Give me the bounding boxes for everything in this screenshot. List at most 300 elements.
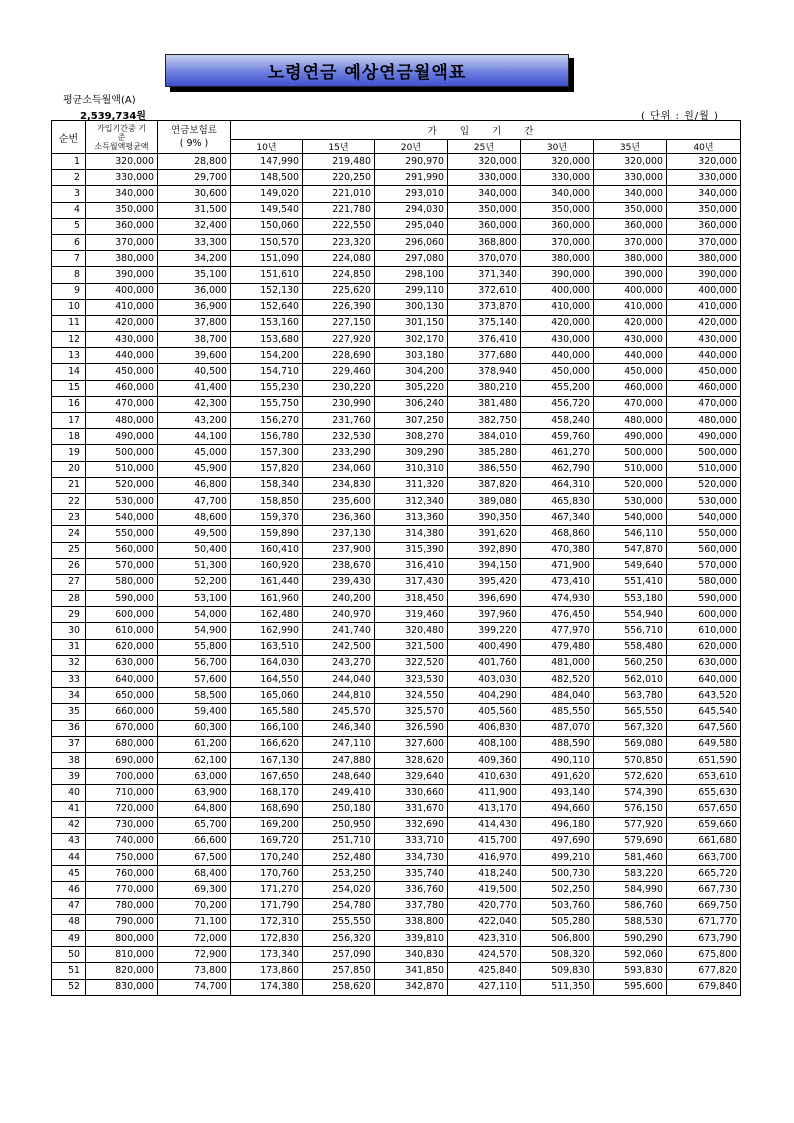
table-cell: 238,670: [303, 558, 375, 574]
table-cell: 400,490: [448, 639, 521, 655]
table-cell: 487,070: [521, 720, 594, 736]
table-cell: 420,770: [448, 898, 521, 914]
table-cell: 360,000: [86, 218, 158, 234]
table-cell: 147,990: [231, 154, 303, 170]
table-cell: 57,600: [158, 672, 231, 688]
table-cell: 168,690: [231, 801, 303, 817]
table-cell: 47: [52, 898, 86, 914]
table-cell: 46: [52, 882, 86, 898]
table-cell: 500,000: [667, 445, 741, 461]
table-cell: 339,810: [375, 931, 448, 947]
table-cell: 152,130: [231, 283, 303, 299]
table-row: [52, 947, 741, 963]
table-cell: 600,000: [86, 607, 158, 623]
table-cell: 456,720: [521, 396, 594, 412]
table-cell: 150,060: [231, 218, 303, 234]
table-row: [52, 493, 741, 509]
table-row: [52, 154, 741, 170]
table-cell: 780,000: [86, 898, 158, 914]
table-cell: 380,210: [448, 380, 521, 396]
table-cell: 159,890: [231, 526, 303, 542]
table-cell: 588,530: [594, 914, 667, 930]
table-row: [52, 558, 741, 574]
table-cell: 380,000: [667, 251, 741, 267]
table-cell: 406,830: [448, 720, 521, 736]
table-cell: 51,300: [158, 558, 231, 574]
table-cell: 52: [52, 979, 86, 995]
table-cell: 399,220: [448, 623, 521, 639]
table-cell: 314,380: [375, 526, 448, 542]
table-cell: 554,940: [594, 607, 667, 623]
table-cell: 570,000: [86, 558, 158, 574]
table-cell: 46,800: [158, 477, 231, 493]
table-cell: 167,650: [231, 769, 303, 785]
table-row: [52, 931, 741, 947]
table-cell: 171,270: [231, 882, 303, 898]
table-cell: 370,000: [86, 234, 158, 250]
table-cell: 496,180: [521, 817, 594, 833]
table-cell: 520,000: [667, 477, 741, 493]
table-cell: 500,730: [521, 866, 594, 882]
table-cell: 151,610: [231, 267, 303, 283]
table-cell: 620,000: [86, 639, 158, 655]
table-cell: 414,430: [448, 817, 521, 833]
table-cell: 148,500: [231, 170, 303, 186]
table-cell: 221,780: [303, 202, 375, 218]
table-cell: 291,990: [375, 170, 448, 186]
header-period: 가 입 기 간: [231, 121, 741, 140]
table-cell: 415,700: [448, 833, 521, 849]
table-cell: 350,000: [521, 202, 594, 218]
table-cell: 450,000: [86, 364, 158, 380]
table-cell: 230,990: [303, 396, 375, 412]
table-cell: 232,530: [303, 429, 375, 445]
table-cell: 330,660: [375, 785, 448, 801]
table-cell: 577,920: [594, 817, 667, 833]
table-cell: 560,250: [594, 655, 667, 671]
table-cell: 530,000: [86, 493, 158, 509]
table-cell: 600,000: [667, 607, 741, 623]
header-year: 15년: [303, 140, 375, 154]
table-cell: 72,000: [158, 931, 231, 947]
table-cell: 172,830: [231, 931, 303, 947]
table-cell: 321,500: [375, 639, 448, 655]
table-cell: 320,000: [86, 154, 158, 170]
table-cell: 570,000: [667, 558, 741, 574]
table-cell: 499,210: [521, 850, 594, 866]
table-cell: 740,000: [86, 833, 158, 849]
table-cell: 39,600: [158, 348, 231, 364]
table-cell: 251,710: [303, 833, 375, 849]
table-cell: 493,140: [521, 785, 594, 801]
header-avg-line2: 준: [117, 132, 126, 142]
table-cell: 484,040: [521, 688, 594, 704]
table-row: [52, 979, 741, 995]
table-cell: 480,000: [594, 413, 667, 429]
avg-income-value: 2,539,734원: [80, 111, 146, 122]
table-cell: 560,000: [86, 542, 158, 558]
table-cell: 322,520: [375, 655, 448, 671]
table-cell: 467,340: [521, 510, 594, 526]
table-cell: 324,550: [375, 688, 448, 704]
table-cell: 3: [52, 186, 86, 202]
table-cell: 326,590: [375, 720, 448, 736]
table-row: [52, 170, 741, 186]
table-cell: 7: [52, 251, 86, 267]
table-cell: 320,000: [521, 154, 594, 170]
table-cell: 647,560: [667, 720, 741, 736]
table-cell: 250,950: [303, 817, 375, 833]
table-cell: 336,760: [375, 882, 448, 898]
table-cell: 490,000: [667, 429, 741, 445]
table-cell: 630,000: [667, 655, 741, 671]
table-cell: 576,150: [594, 801, 667, 817]
table-cell: 315,390: [375, 542, 448, 558]
table-cell: 164,550: [231, 672, 303, 688]
table-cell: 13: [52, 348, 86, 364]
table-cell: 65,700: [158, 817, 231, 833]
table-cell: 156,780: [231, 429, 303, 445]
table-row: [52, 218, 741, 234]
table-cell: 476,450: [521, 607, 594, 623]
unit-label: ( 단위 : 원/월 ): [641, 111, 719, 122]
table-cell: 510,000: [594, 461, 667, 477]
table-cell: 63,000: [158, 769, 231, 785]
table-cell: 503,760: [521, 898, 594, 914]
table-cell: 302,170: [375, 332, 448, 348]
table-cell: 673,790: [667, 931, 741, 947]
table-cell: 418,240: [448, 866, 521, 882]
table-cell: 312,340: [375, 493, 448, 509]
table-cell: 579,690: [594, 833, 667, 849]
table-cell: 330,000: [594, 170, 667, 186]
table-cell: 24: [52, 526, 86, 542]
table-cell: 424,570: [448, 947, 521, 963]
table-cell: 34: [52, 688, 86, 704]
table-row: [52, 380, 741, 396]
header-year: 30년: [521, 140, 594, 154]
table-cell: 165,060: [231, 688, 303, 704]
table-cell: 296,060: [375, 234, 448, 250]
table-cell: 460,000: [86, 380, 158, 396]
table-cell: 410,630: [448, 769, 521, 785]
table-cell: 38: [52, 752, 86, 768]
table-cell: 320,000: [448, 154, 521, 170]
table-cell: 350,000: [667, 202, 741, 218]
table-cell: 162,480: [231, 607, 303, 623]
table-cell: 390,350: [448, 510, 521, 526]
table-cell: 16: [52, 396, 86, 412]
table-cell: 404,290: [448, 688, 521, 704]
table-cell: 610,000: [667, 623, 741, 639]
table-cell: 530,000: [594, 493, 667, 509]
table-cell: 500,000: [594, 445, 667, 461]
table-cell: 330,000: [448, 170, 521, 186]
table-cell: 390,000: [594, 267, 667, 283]
table-cell: 659,660: [667, 817, 741, 833]
table-cell: 590,290: [594, 931, 667, 947]
table-cell: 33,300: [158, 234, 231, 250]
table-cell: 595,600: [594, 979, 667, 995]
table-row: [52, 542, 741, 558]
table-cell: 371,340: [448, 267, 521, 283]
table-cell: 63,900: [158, 785, 231, 801]
table-cell: 330,000: [521, 170, 594, 186]
table-cell: 408,100: [448, 736, 521, 752]
table-cell: 10: [52, 299, 86, 315]
table-cell: 375,140: [448, 315, 521, 331]
table-cell: 490,000: [86, 429, 158, 445]
table-cell: 368,800: [448, 234, 521, 250]
table-cell: 410,000: [521, 299, 594, 315]
table-cell: 549,640: [594, 558, 667, 574]
table-cell: 350,000: [86, 202, 158, 218]
table-cell: 37: [52, 736, 86, 752]
table-cell: 25: [52, 542, 86, 558]
table-cell: 630,000: [86, 655, 158, 671]
table-row: [52, 591, 741, 607]
table-cell: 470,000: [667, 396, 741, 412]
table-cell: 540,000: [667, 510, 741, 526]
table-cell: 31: [52, 639, 86, 655]
table-cell: 155,750: [231, 396, 303, 412]
table-cell: 550,000: [86, 526, 158, 542]
table-cell: 360,000: [594, 218, 667, 234]
table-cell: 520,000: [594, 477, 667, 493]
table-cell: 169,720: [231, 833, 303, 849]
header-year: 20년: [375, 140, 448, 154]
table-cell: 247,110: [303, 736, 375, 752]
table-cell: 450,000: [594, 364, 667, 380]
table-cell: 360,000: [521, 218, 594, 234]
table-cell: 340,000: [667, 186, 741, 202]
table-cell: 162,990: [231, 623, 303, 639]
table-cell: 53,100: [158, 591, 231, 607]
table-cell: 332,690: [375, 817, 448, 833]
table-cell: 170,760: [231, 866, 303, 882]
table-cell: 334,730: [375, 850, 448, 866]
table-cell: 395,420: [448, 574, 521, 590]
table-cell: 168,170: [231, 785, 303, 801]
table-row: [52, 413, 741, 429]
table-cell: 306,240: [375, 396, 448, 412]
table-cell: 35: [52, 704, 86, 720]
table-cell: 237,130: [303, 526, 375, 542]
table-cell: 640,000: [86, 672, 158, 688]
table-cell: 500,000: [86, 445, 158, 461]
table-cell: 220,250: [303, 170, 375, 186]
table-cell: 70,200: [158, 898, 231, 914]
table-cell: 380,000: [86, 251, 158, 267]
table-cell: 470,380: [521, 542, 594, 558]
table-cell: 29,700: [158, 170, 231, 186]
table-cell: 38,700: [158, 332, 231, 348]
table-cell: 558,480: [594, 639, 667, 655]
table-cell: 41: [52, 801, 86, 817]
table-cell: 553,180: [594, 591, 667, 607]
table-cell: 240,200: [303, 591, 375, 607]
table-cell: 372,610: [448, 283, 521, 299]
table-cell: 563,780: [594, 688, 667, 704]
table-cell: 49,500: [158, 526, 231, 542]
table-cell: 482,520: [521, 672, 594, 688]
table-cell: 242,500: [303, 639, 375, 655]
table-cell: 4: [52, 202, 86, 218]
table-cell: 49: [52, 931, 86, 947]
table-cell: 590,000: [86, 591, 158, 607]
table-cell: 64,800: [158, 801, 231, 817]
table-row: [52, 251, 741, 267]
table-cell: 31,500: [158, 202, 231, 218]
table-cell: 569,080: [594, 736, 667, 752]
table-cell: 233,290: [303, 445, 375, 461]
table-cell: 479,480: [521, 639, 594, 655]
table-cell: 159,370: [231, 510, 303, 526]
table-cell: 149,540: [231, 202, 303, 218]
table-cell: 54,000: [158, 607, 231, 623]
table-cell: 381,480: [448, 396, 521, 412]
table-cell: 20: [52, 461, 86, 477]
table-cell: 667,730: [667, 882, 741, 898]
table-cell: 309,290: [375, 445, 448, 461]
table-header: [52, 121, 741, 154]
table-cell: 520,000: [86, 477, 158, 493]
table-cell: 671,770: [667, 914, 741, 930]
table-cell: 52,200: [158, 574, 231, 590]
table-cell: 243,270: [303, 655, 375, 671]
table-row: [52, 348, 741, 364]
table-cell: 540,000: [594, 510, 667, 526]
table-cell: 651,590: [667, 752, 741, 768]
table-cell: 224,080: [303, 251, 375, 267]
table-cell: 158,340: [231, 477, 303, 493]
table-row: [52, 526, 741, 542]
table-cell: 580,000: [86, 574, 158, 590]
page-title: 노령연금 예상연금월액표: [165, 54, 569, 87]
table-cell: 430,000: [667, 332, 741, 348]
table-row: [52, 574, 741, 590]
header-insurance: [158, 121, 231, 154]
table-cell: 491,620: [521, 769, 594, 785]
header-ins-line2: ( 9% ): [179, 138, 209, 149]
table-cell: 580,000: [667, 574, 741, 590]
table-cell: 455,200: [521, 380, 594, 396]
table-cell: 45,000: [158, 445, 231, 461]
table-cell: 42,300: [158, 396, 231, 412]
table-cell: 305,220: [375, 380, 448, 396]
table-cell: 229,460: [303, 364, 375, 380]
table-cell: 258,620: [303, 979, 375, 995]
table-cell: 231,760: [303, 413, 375, 429]
table-cell: 505,280: [521, 914, 594, 930]
table-cell: 33: [52, 672, 86, 688]
table-cell: 643,520: [667, 688, 741, 704]
table-cell: 245,570: [303, 704, 375, 720]
table-cell: 1: [52, 154, 86, 170]
table-cell: 400,000: [667, 283, 741, 299]
table-cell: 490,110: [521, 752, 594, 768]
table-cell: 317,430: [375, 574, 448, 590]
table-cell: 502,250: [521, 882, 594, 898]
table-cell: 50: [52, 947, 86, 963]
table-cell: 593,830: [594, 963, 667, 979]
table-cell: 152,640: [231, 299, 303, 315]
table-cell: 157,300: [231, 445, 303, 461]
table-cell: 161,440: [231, 574, 303, 590]
table-cell: 318,450: [375, 591, 448, 607]
table-body: [52, 154, 741, 996]
table-cell: 400,000: [594, 283, 667, 299]
table-cell: 370,070: [448, 251, 521, 267]
table-cell: 18: [52, 429, 86, 445]
table-cell: 425,840: [448, 963, 521, 979]
table-cell: 679,840: [667, 979, 741, 995]
table-cell: 310,310: [375, 461, 448, 477]
table-cell: 41,400: [158, 380, 231, 396]
table-cell: 382,750: [448, 413, 521, 429]
table-cell: 464,310: [521, 477, 594, 493]
table-cell: 389,080: [448, 493, 521, 509]
table-cell: 373,870: [448, 299, 521, 315]
table-cell: 226,390: [303, 299, 375, 315]
table-cell: 254,780: [303, 898, 375, 914]
table-cell: 560,000: [667, 542, 741, 558]
table-cell: 166,100: [231, 720, 303, 736]
table-cell: 540,000: [86, 510, 158, 526]
table-cell: 510,000: [667, 461, 741, 477]
table-cell: 340,830: [375, 947, 448, 963]
table-row: [52, 769, 741, 785]
table-cell: 237,900: [303, 542, 375, 558]
table-cell: 47,700: [158, 493, 231, 509]
table-cell: 50,400: [158, 542, 231, 558]
table-cell: 40,500: [158, 364, 231, 380]
table-cell: 166,620: [231, 736, 303, 752]
table-cell: 58,500: [158, 688, 231, 704]
table-cell: 413,170: [448, 801, 521, 817]
table-cell: 165,580: [231, 704, 303, 720]
table-cell: 570,850: [594, 752, 667, 768]
table-cell: 27: [52, 574, 86, 590]
table-cell: 338,800: [375, 914, 448, 930]
table-cell: 770,000: [86, 882, 158, 898]
table-cell: 378,940: [448, 364, 521, 380]
table-row: [52, 299, 741, 315]
table-cell: 170,240: [231, 850, 303, 866]
table-cell: 227,150: [303, 315, 375, 331]
table-cell: 620,000: [667, 639, 741, 655]
table-cell: 390,000: [86, 267, 158, 283]
table-cell: 360,000: [448, 218, 521, 234]
table-cell: 590,000: [667, 591, 741, 607]
table-row: [52, 364, 741, 380]
table-cell: 246,340: [303, 720, 375, 736]
table-cell: 2: [52, 170, 86, 186]
table-cell: 39: [52, 769, 86, 785]
table-cell: 506,800: [521, 931, 594, 947]
table-cell: 760,000: [86, 866, 158, 882]
table-cell: 665,720: [667, 866, 741, 882]
table-cell: 663,700: [667, 850, 741, 866]
table-cell: 335,740: [375, 866, 448, 882]
table-cell: 410,000: [86, 299, 158, 315]
table-cell: 546,110: [594, 526, 667, 542]
table-cell: 234,060: [303, 461, 375, 477]
table-row: [52, 817, 741, 833]
table-cell: 670,000: [86, 720, 158, 736]
table-cell: 720,000: [86, 801, 158, 817]
table-cell: 511,350: [521, 979, 594, 995]
